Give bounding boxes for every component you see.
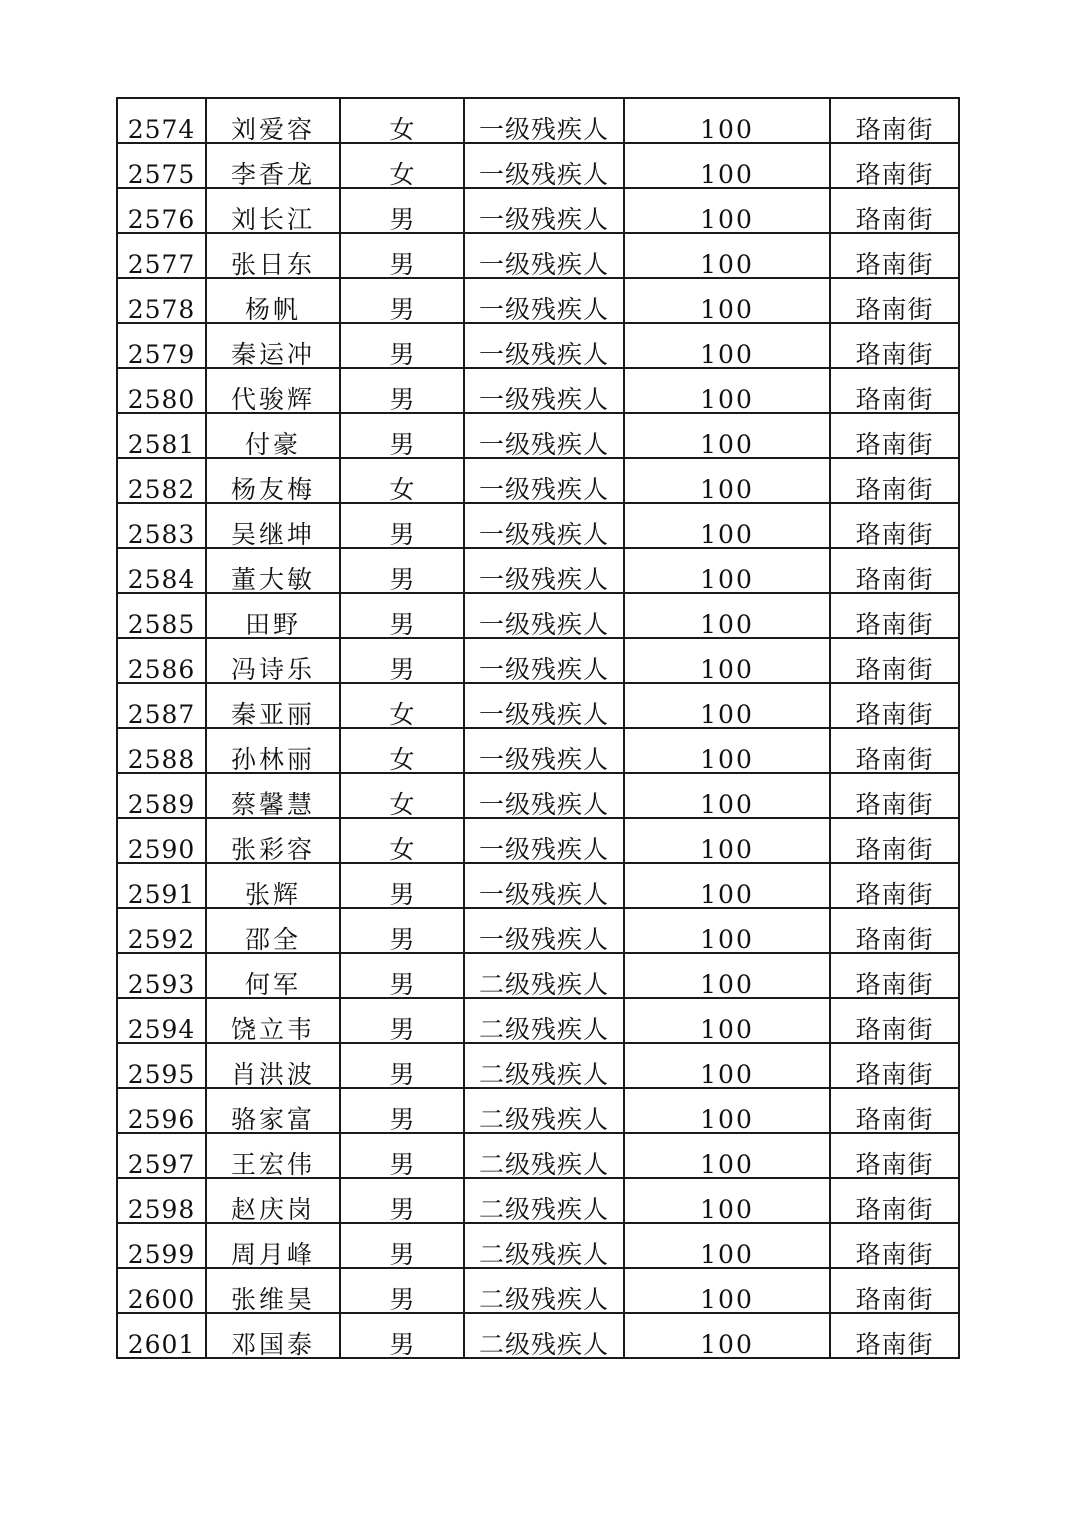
table-row [117, 818, 959, 863]
table-row [117, 638, 959, 683]
sex-cell: 女 [340, 683, 464, 728]
street-cell: 珞南街 [830, 98, 959, 143]
sex-cell: 男 [340, 233, 464, 278]
amount-cell: 100 [624, 458, 830, 503]
disability-level-cell: 二级残疾人 [464, 1313, 624, 1358]
sex-cell: 男 [340, 908, 464, 953]
row-number-cell: 2590 [117, 818, 206, 863]
amount-cell: 100 [624, 368, 830, 413]
sex-cell: 男 [340, 863, 464, 908]
name-cell: 刘爱容 [206, 98, 340, 143]
disability-level-cell: 一级残疾人 [464, 368, 624, 413]
roster-table-body [117, 98, 959, 1358]
disability-level-cell: 一级残疾人 [464, 773, 624, 818]
street-cell: 珞南街 [830, 728, 959, 773]
name-cell: 张日东 [206, 233, 340, 278]
disability-level-cell: 一级残疾人 [464, 728, 624, 773]
table-row [117, 1133, 959, 1178]
street-cell: 珞南街 [830, 593, 959, 638]
name-cell: 邵全 [206, 908, 340, 953]
sex-cell: 女 [340, 773, 464, 818]
table-row [117, 143, 959, 188]
amount-cell: 100 [624, 1043, 830, 1088]
name-cell: 刘长江 [206, 188, 340, 233]
row-number-cell: 2579 [117, 323, 206, 368]
document-page [116, 97, 960, 1359]
street-cell: 珞南街 [830, 908, 959, 953]
amount-cell: 100 [624, 1178, 830, 1223]
table-row [117, 1268, 959, 1313]
disability-level-cell: 一级残疾人 [464, 413, 624, 458]
disability-level-cell: 二级残疾人 [464, 998, 624, 1043]
name-cell: 蔡馨慧 [206, 773, 340, 818]
table-row [117, 863, 959, 908]
disability-level-cell: 一级残疾人 [464, 458, 624, 503]
table-row [117, 773, 959, 818]
disability-level-cell: 一级残疾人 [464, 683, 624, 728]
disability-level-cell: 一级残疾人 [464, 908, 624, 953]
street-cell: 珞南街 [830, 323, 959, 368]
name-cell: 冯诗乐 [206, 638, 340, 683]
table-row [117, 413, 959, 458]
amount-cell: 100 [624, 638, 830, 683]
amount-cell: 100 [624, 773, 830, 818]
amount-cell: 100 [624, 503, 830, 548]
table-row [117, 1088, 959, 1133]
row-number-cell: 2582 [117, 458, 206, 503]
sex-cell: 男 [340, 503, 464, 548]
amount-cell: 100 [624, 683, 830, 728]
row-number-cell: 2574 [117, 98, 206, 143]
sex-cell: 男 [340, 1043, 464, 1088]
street-cell: 珞南街 [830, 1268, 959, 1313]
table-row [117, 278, 959, 323]
amount-cell: 100 [624, 1088, 830, 1133]
street-cell: 珞南街 [830, 1043, 959, 1088]
sex-cell: 男 [340, 188, 464, 233]
street-cell: 珞南街 [830, 683, 959, 728]
amount-cell: 100 [624, 188, 830, 233]
disability-level-cell: 一级残疾人 [464, 503, 624, 548]
row-number-cell: 2581 [117, 413, 206, 458]
disability-level-cell: 二级残疾人 [464, 1088, 624, 1133]
table-row [117, 458, 959, 503]
disability-level-cell: 一级残疾人 [464, 593, 624, 638]
amount-cell: 100 [624, 908, 830, 953]
disability-level-cell: 二级残疾人 [464, 1178, 624, 1223]
amount-cell: 100 [624, 818, 830, 863]
street-cell: 珞南街 [830, 368, 959, 413]
row-number-cell: 2578 [117, 278, 206, 323]
street-cell: 珞南街 [830, 998, 959, 1043]
amount-cell: 100 [624, 1268, 830, 1313]
sex-cell: 男 [340, 1133, 464, 1178]
sex-cell: 男 [340, 1268, 464, 1313]
sex-cell: 男 [340, 323, 464, 368]
row-number-cell: 2583 [117, 503, 206, 548]
street-cell: 珞南街 [830, 818, 959, 863]
row-number-cell: 2575 [117, 143, 206, 188]
disability-level-cell: 一级残疾人 [464, 188, 624, 233]
street-cell: 珞南街 [830, 953, 959, 998]
amount-cell: 100 [624, 593, 830, 638]
row-number-cell: 2591 [117, 863, 206, 908]
name-cell: 骆家富 [206, 1088, 340, 1133]
street-cell: 珞南街 [830, 1313, 959, 1358]
sex-cell: 男 [340, 413, 464, 458]
table-row [117, 323, 959, 368]
amount-cell: 100 [624, 953, 830, 998]
disability-level-cell: 二级残疾人 [464, 1043, 624, 1088]
name-cell: 杨友梅 [206, 458, 340, 503]
name-cell: 饶立韦 [206, 998, 340, 1043]
name-cell: 张辉 [206, 863, 340, 908]
street-cell: 珞南街 [830, 1178, 959, 1223]
row-number-cell: 2592 [117, 908, 206, 953]
name-cell: 杨帆 [206, 278, 340, 323]
amount-cell: 100 [624, 1223, 830, 1268]
row-number-cell: 2577 [117, 233, 206, 278]
name-cell: 田野 [206, 593, 340, 638]
amount-cell: 100 [624, 1313, 830, 1358]
street-cell: 珞南街 [830, 638, 959, 683]
table-row [117, 188, 959, 233]
name-cell: 秦亚丽 [206, 683, 340, 728]
table-row [117, 908, 959, 953]
row-number-cell: 2593 [117, 953, 206, 998]
amount-cell: 100 [624, 98, 830, 143]
row-number-cell: 2594 [117, 998, 206, 1043]
row-number-cell: 2598 [117, 1178, 206, 1223]
street-cell: 珞南街 [830, 188, 959, 233]
name-cell: 肖洪波 [206, 1043, 340, 1088]
table-row [117, 998, 959, 1043]
street-cell: 珞南街 [830, 143, 959, 188]
disability-level-cell: 一级残疾人 [464, 98, 624, 143]
sex-cell: 男 [340, 1313, 464, 1358]
sex-cell: 女 [340, 98, 464, 143]
row-number-cell: 2586 [117, 638, 206, 683]
row-number-cell: 2580 [117, 368, 206, 413]
amount-cell: 100 [624, 548, 830, 593]
row-number-cell: 2600 [117, 1268, 206, 1313]
name-cell: 何军 [206, 953, 340, 998]
amount-cell: 100 [624, 413, 830, 458]
disability-level-cell: 二级残疾人 [464, 1133, 624, 1178]
table-row [117, 503, 959, 548]
table-row [117, 548, 959, 593]
sex-cell: 男 [340, 998, 464, 1043]
sex-cell: 女 [340, 728, 464, 773]
disability-level-cell: 一级残疾人 [464, 548, 624, 593]
table-row [117, 1178, 959, 1223]
name-cell: 付豪 [206, 413, 340, 458]
row-number-cell: 2576 [117, 188, 206, 233]
disability-level-cell: 二级残疾人 [464, 953, 624, 998]
table-row [117, 98, 959, 143]
disability-level-cell: 一级残疾人 [464, 278, 624, 323]
row-number-cell: 2601 [117, 1313, 206, 1358]
name-cell: 张维昊 [206, 1268, 340, 1313]
sex-cell: 女 [340, 458, 464, 503]
row-number-cell: 2589 [117, 773, 206, 818]
street-cell: 珞南街 [830, 1223, 959, 1268]
name-cell: 周月峰 [206, 1223, 340, 1268]
amount-cell: 100 [624, 323, 830, 368]
name-cell: 董大敏 [206, 548, 340, 593]
street-cell: 珞南街 [830, 1133, 959, 1178]
name-cell: 邓国泰 [206, 1313, 340, 1358]
sex-cell: 男 [340, 368, 464, 413]
sex-cell: 男 [340, 278, 464, 323]
street-cell: 珞南街 [830, 773, 959, 818]
table-row [117, 1313, 959, 1358]
name-cell: 代骏辉 [206, 368, 340, 413]
name-cell: 张彩容 [206, 818, 340, 863]
row-number-cell: 2597 [117, 1133, 206, 1178]
name-cell: 孙林丽 [206, 728, 340, 773]
table-row [117, 953, 959, 998]
sex-cell: 男 [340, 953, 464, 998]
amount-cell: 100 [624, 143, 830, 188]
table-row [117, 1223, 959, 1268]
street-cell: 珞南街 [830, 413, 959, 458]
sex-cell: 男 [340, 1223, 464, 1268]
street-cell: 珞南街 [830, 233, 959, 278]
disability-level-cell: 一级残疾人 [464, 323, 624, 368]
disability-level-cell: 一级残疾人 [464, 233, 624, 278]
amount-cell: 100 [624, 728, 830, 773]
name-cell: 吴继坤 [206, 503, 340, 548]
name-cell: 秦运冲 [206, 323, 340, 368]
row-number-cell: 2595 [117, 1043, 206, 1088]
sex-cell: 男 [340, 1088, 464, 1133]
street-cell: 珞南街 [830, 278, 959, 323]
row-number-cell: 2584 [117, 548, 206, 593]
name-cell: 王宏伟 [206, 1133, 340, 1178]
table-row [117, 368, 959, 413]
row-number-cell: 2587 [117, 683, 206, 728]
disability-level-cell: 一级残疾人 [464, 143, 624, 188]
table-row [117, 233, 959, 278]
sex-cell: 男 [340, 638, 464, 683]
sex-cell: 男 [340, 1178, 464, 1223]
amount-cell: 100 [624, 863, 830, 908]
table-row [117, 593, 959, 638]
disability-level-cell: 一级残疾人 [464, 863, 624, 908]
row-number-cell: 2596 [117, 1088, 206, 1133]
sex-cell: 男 [340, 593, 464, 638]
street-cell: 珞南街 [830, 1088, 959, 1133]
amount-cell: 100 [624, 278, 830, 323]
table-row [117, 728, 959, 773]
amount-cell: 100 [624, 1133, 830, 1178]
table-row [117, 683, 959, 728]
sex-cell: 男 [340, 548, 464, 593]
row-number-cell: 2588 [117, 728, 206, 773]
sex-cell: 女 [340, 818, 464, 863]
street-cell: 珞南街 [830, 458, 959, 503]
disability-level-cell: 二级残疾人 [464, 1223, 624, 1268]
disability-level-cell: 一级残疾人 [464, 638, 624, 683]
street-cell: 珞南街 [830, 863, 959, 908]
disability-level-cell: 二级残疾人 [464, 1268, 624, 1313]
name-cell: 李香龙 [206, 143, 340, 188]
street-cell: 珞南街 [830, 548, 959, 593]
roster-table [116, 97, 960, 1359]
amount-cell: 100 [624, 233, 830, 278]
name-cell: 赵庆岗 [206, 1178, 340, 1223]
street-cell: 珞南街 [830, 503, 959, 548]
row-number-cell: 2599 [117, 1223, 206, 1268]
amount-cell: 100 [624, 998, 830, 1043]
disability-level-cell: 一级残疾人 [464, 818, 624, 863]
row-number-cell: 2585 [117, 593, 206, 638]
sex-cell: 女 [340, 143, 464, 188]
table-row [117, 1043, 959, 1088]
